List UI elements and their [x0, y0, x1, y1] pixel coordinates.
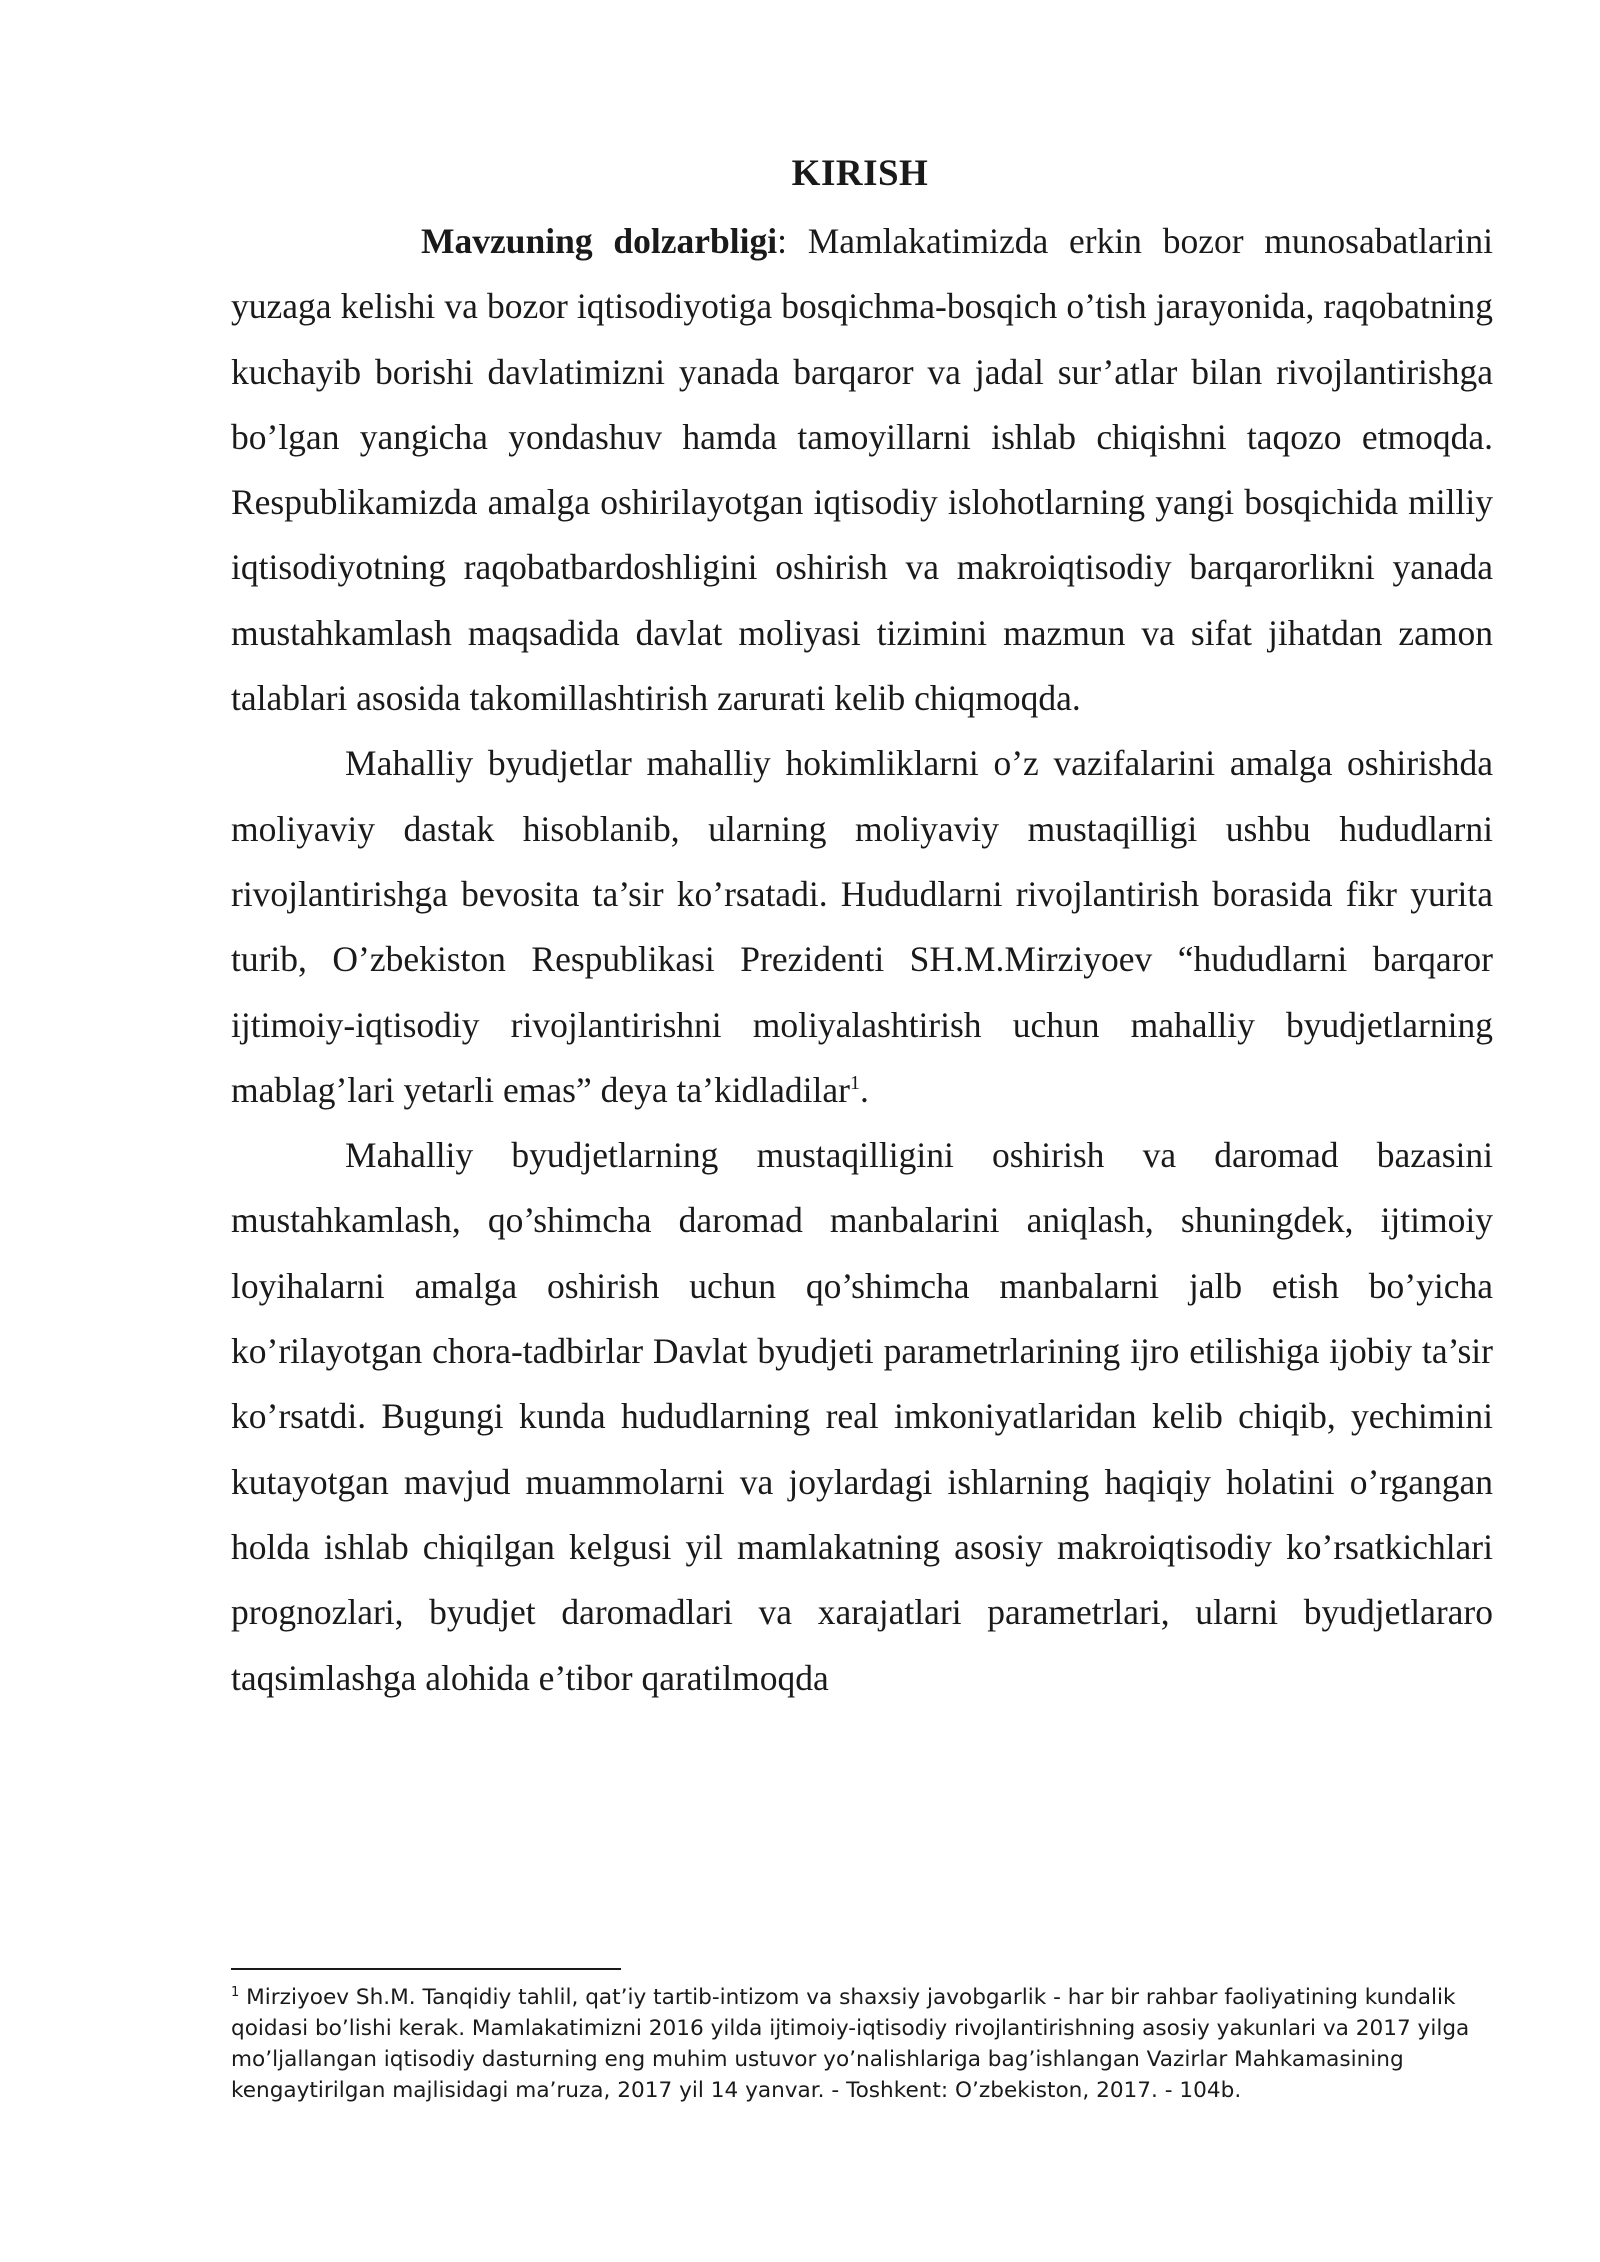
- footnote-number: 1: [231, 1984, 240, 2000]
- paragraph-relevance: [231, 209, 1493, 731]
- footnote: [231, 1982, 1493, 2106]
- relevance-colon: :: [777, 221, 787, 261]
- paragraph-2-end: .: [859, 1069, 869, 1110]
- body-text: [231, 209, 1493, 1711]
- paragraph-2-text: Mahalliy byudjetlar mahalliy hokimliklarni o’z vazifalarini amalga oshirishda moliyaviy dastak hisoblanib, ularning moliyaviy mustaqilligi ushbu hududlarni rivojlantirishga bevosita ta’sir ko’rsatadi. Hududlarni rivojlantirish borasida fikr yurita turib, O’zbekiston Respublikasi Prezidenti SH.M.Mirziyoev “hududlarni barqaror ijtimoiy-iqtisodiy rivojlantirishni moliyalashtirish uchun mahalliy byudjetlarning mablag’lari yetarli emas” deya ta’kidladilar: [231, 743, 1493, 1110]
- footnote-reference[interactable]: 1: [849, 1072, 860, 1095]
- page-title: KIRISH: [791, 153, 929, 194]
- footnote-separator: [231, 1968, 621, 1970]
- paragraph-3-text: Mahalliy byudjetlarning mustaqilligini oshirish va daromad bazasini mustahkamlash, qo’shimcha daromad manbalarini aniqlash, shuningdek, ijtimoiy loyihalarni amalga oshirish uchun qo’shimcha manbalarni jalb etish bo’yicha ko’rilayotgan chora-tadbirlar Davlat byudjeti parametrlarining ijro etilishiga ijobiy ta’sir ko’rsatdi. Bugungi kunda hududlarning real imkoniyatlaridan kelib chiqib, yechimini kutayotgan mavjud muammolarni va joylardagi ishlarning haqiqiy holatini o’rgangan holda ishlab chiqilgan kelgusi yil mamlakatning asosiy makroiqtisodiy ko’rsatkichlari prognozlari, byudjet daromadlari va xarajatlari parametrlari, ularni byudjetlararo taqsimlashga alohida e’tibor qaratilmoqda: [231, 1135, 1493, 1698]
- footnote-text: Mirziyoev Sh.M. Tanqidiy tahlil, qat’iy tartib-intizom va shaxsiy javobgarlik - har bir rahbar faoliyatining kundalik qoidasi bo’lishi kerak. Mamlakatimizni 2016 yilda ijtimoiy-iqtisodiy rivojlantirishning asosiy yakunlari va 2017 yilga mo’ljallangan iqtisodiy dasturning eng muhim ustuvor yo’nalishlariga bag’ishlangan Vazirlar Mahkamasining kengaytirilgan majlisidagi ma’ruza, 2017 yil 14 yanvar. - Toshkent: O’zbekiston, 2017. - 104b.: [231, 1985, 1470, 2103]
- paragraph-1-text: Mamlakatimizda erkin bozor munosabatlarini yuzaga kelishi va bozor iqtisodiyotiga bosqichma-bosqich o’tish jarayonida, raqobatning kuchayib borishi davlatimizni yanada barqaror va jadal sur’atlar bilan rivojlantirishga bo’lgan yangicha yondashuv hamda tamoyillarni ishlab chiqishni taqozo etmoqda. Respublikamizda amalga oshirilayotgan iqtisodiy islohotlarning yangi bosqichida milliy iqtisodiyotning raqobatbardoshligini oshirish va makroiqtisodiy barqarorlikni yanada mustahkamlash maqsadida davlat moliyasi tizimini mazmun va sifat jihatdan zamon talablari asosida takomillashtirish zarurati kelib chiqmoqda.: [231, 221, 1493, 719]
- relevance-heading: Mavzuning dolzarbligi: [421, 221, 778, 261]
- paragraph-independence: [231, 1123, 1493, 1711]
- paragraph-local-budgets: [231, 731, 1493, 1123]
